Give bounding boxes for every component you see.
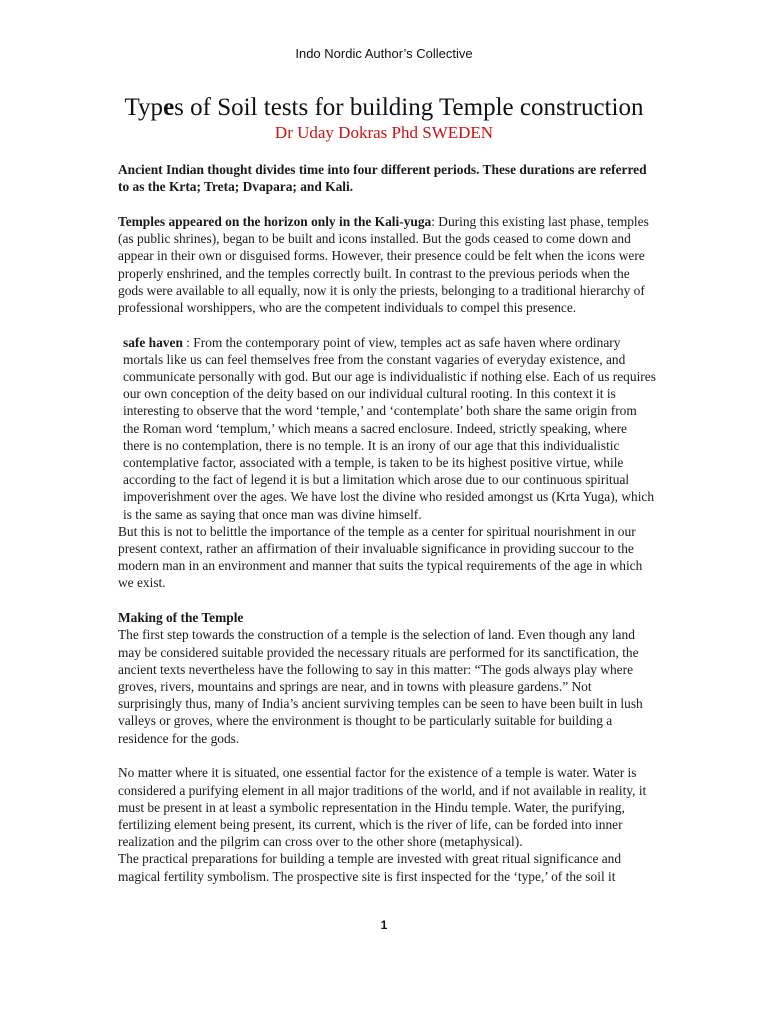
water-paragraph: No matter where it is situated, one essential factor for the existence of a temple is water. Water is considered a purifying element in all major traditions of the world, and if not available in reality, it must be present in at least a symbolic representation in the Hindu temple. Water, the purifying, fertilizing element being present, its current, which is the river of life, can be forded into inner realization and the pilgrim can cross over to the other shore (metaphysical).: [118, 765, 647, 850]
preparations-paragraph: The practical preparations for building a temple are invested with great ritual significance and magical fertility symbolism. The prospective site is first inspected for the ‘type,’ of the soil it: [118, 851, 622, 884]
document-body: [118, 161, 656, 885]
document-title: [0, 92, 768, 124]
belittle-paragraph: But this is not to belittle the importance of the temple as a center for spiritual nourishment in our present context, rather an affirmation of their invaluable significance in providing succour to the modern man in an environment and manner that suits the typical requirements of the age in which we exist.: [118, 523, 643, 591]
safe-haven-paragraph: [118, 334, 656, 523]
title-part-1: Typ: [124, 94, 164, 121]
author-line: Dr Uday Dokras Phd SWEDEN: [274, 123, 494, 142]
kali-yuga-paragraph: [118, 213, 656, 316]
kali-yuga-lead: Temples appeared on the horizon only in the Kali-yuga: [118, 213, 432, 229]
kali-yuga-text: : During this existing last phase, temples (as public shrines), began to be built and icons installed. But the gods ceased to come down and appear in their own or disguised forms. However, their presence could be felt when the icons were properly enshrined, and the temples correctly built. In contrast to the previous periods when the gods were available to all equally, now it is only the priests, belonging to a traditional hierarchy of professional worshippers, who are the competent individuals to compel this presence.: [118, 213, 649, 315]
title-part-3: s of Soil tests for building Temple construction: [174, 94, 644, 121]
title-part-2: e: [163, 94, 175, 121]
making-paragraph: The first step towards the construction of a temple is the selection of land. Even though any land may be considered suitable provided the necessary rituals are performed for its sanctification, the ancient texts nevertheless have the following to say in this matter: “The gods always play where groves, rivers, mountains and springs are near, and in towns with pleasure gardens.” Not surprisingly thus, many of India’s ancient surviving temples can be seen to have been built in lush valleys or groves, where the environment is thought to be particularly suitable for building a residence for the gods.: [118, 627, 643, 746]
intro-paragraph: Ancient Indian thought divides time into four different periods. These durations are referred to as the Krta; Treta; Dvapara; and Kali.: [118, 162, 647, 195]
running-header: Indo Nordic Author’s Collective: [295, 46, 473, 61]
making-heading: Making of the Temple: [118, 610, 244, 626]
safe-haven-lead: safe haven: [123, 334, 183, 350]
page-number: 1: [380, 918, 388, 932]
safe-haven-text: : From the contemporary point of view, temples act as safe haven where ordinary mortals like us can feel themselves free from the constant vagaries of everyday existence, and communicate personally with god. But our age is individualistic if nothing else. Each of us requires our own conception of the deity based on our individual cultural rooting. In this context it is interesting to observe that the word ‘temple,’ and ‘contemplate’ both share the same origin from the Roman word ‘templum,’ which means a sacred enclosure. Indeed, strictly speaking, where there is no contemplation, there is no temple. It is an irony of our age that this individualistic contemplative factor, associated with a temple, is taken to be its highest positive virtue, while according to the fact of legend it is but a limitation which arose due to our continuous spiritual impoverishment over the ages. We have lost the divine who resided amongst us (Krta Yuga), which is the same as saying that once man was divine himself.: [123, 334, 656, 522]
